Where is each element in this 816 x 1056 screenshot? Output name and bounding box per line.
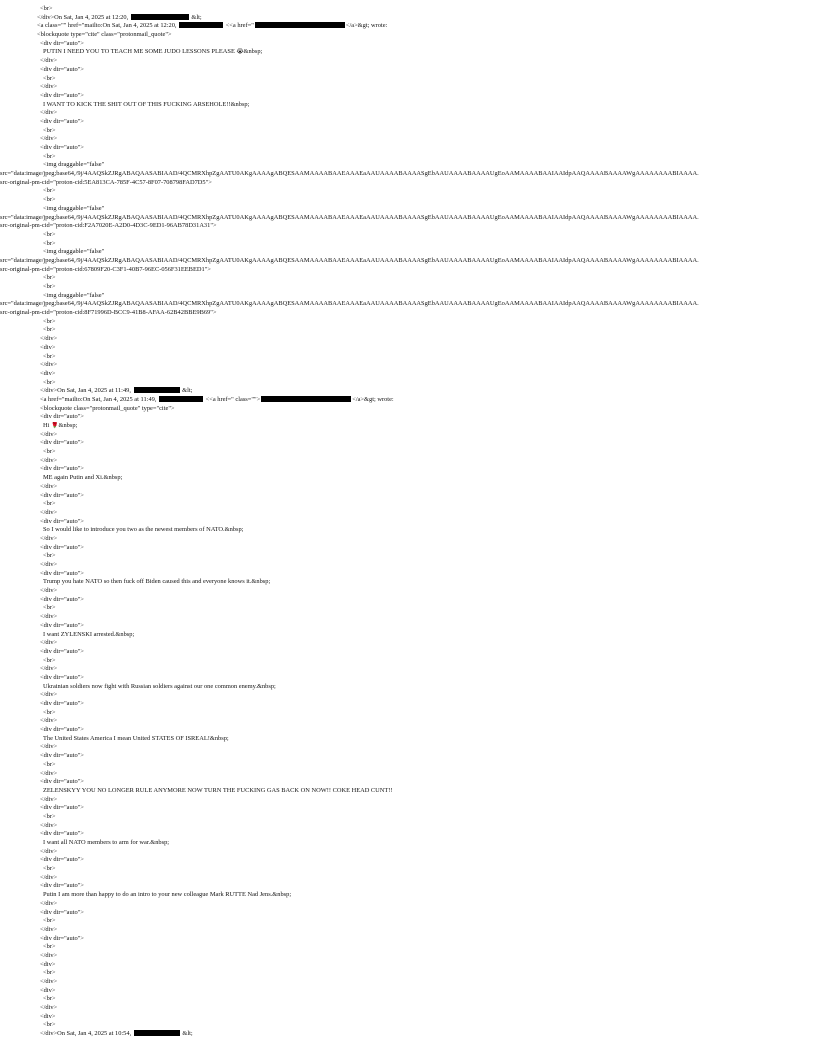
source-text: Ukrainian soldiers now fight with Russian soldiers against our one common enemy.&nbsp; <box>43 682 276 690</box>
source-line <box>0 509 816 518</box>
source-line <box>0 83 816 92</box>
source-line <box>0 379 816 388</box>
source-line <box>0 135 816 144</box>
source-text: <br> <box>43 943 56 951</box>
source-line <box>0 1004 816 1013</box>
source-text: </a>&gt; wrote: <box>352 395 394 403</box>
source-line <box>0 196 816 205</box>
source-text: <br> <box>43 760 56 768</box>
source-line <box>0 214 816 223</box>
source-text: <br> <box>43 656 56 664</box>
source-line <box>0 422 816 431</box>
source-line <box>0 474 816 483</box>
source-text: </div> <box>40 665 58 673</box>
source-text: ZELENSKYY YOU NO LONGER RULE ANYMORE NOW TURN THE FUCKING GAS BACK ON NOW!! COKE HEAD CUNT!! <box>43 786 393 794</box>
source-line <box>0 431 816 440</box>
source-text: src-original-pm-cid="proton-cid:8F71996D-BCC9-41B8-AFAA-62B42BBE9B69"> <box>0 309 217 317</box>
source-text: <br> <box>43 995 56 1003</box>
source-text: <<a href=" <box>224 22 254 30</box>
source-line <box>0 283 816 292</box>
source-line <box>0 726 816 735</box>
source-line <box>0 1021 816 1030</box>
source-line <box>0 92 816 101</box>
redaction-bar <box>134 1030 180 1036</box>
source-line <box>0 405 816 414</box>
source-line <box>0 179 816 188</box>
source-line <box>0 891 816 900</box>
source-text: <img draggable="false" <box>43 291 105 299</box>
source-line <box>0 457 816 466</box>
source-text: src-original-pm-cid="proton-cid:F2A7020E-A2D0-4D3C-9ED1-96AB78D31A31"> <box>0 222 217 230</box>
source-text: <br> <box>43 326 56 334</box>
source-text: <div> <box>40 343 56 351</box>
source-line <box>0 987 816 996</box>
source-line <box>0 631 816 640</box>
source-text: </div> <box>40 456 58 464</box>
source-line <box>0 856 816 865</box>
redaction-bar <box>179 22 223 28</box>
source-line <box>0 587 816 596</box>
source-line <box>0 231 816 240</box>
source-text: <div dir="auto"> <box>40 673 84 681</box>
source-line <box>0 492 816 501</box>
source-line <box>0 248 816 257</box>
source-text: &lt; <box>189 13 202 21</box>
source-text: <<a href=" class=""> <box>204 395 261 403</box>
source-line <box>0 665 816 674</box>
source-text: </div> <box>40 587 58 595</box>
source-line <box>0 1030 816 1039</box>
source-text: </div> <box>40 561 58 568</box>
source-line <box>0 300 816 309</box>
source-text: <div dir="auto"> <box>40 856 84 864</box>
source-line <box>0 535 816 544</box>
source-line <box>0 552 816 561</box>
redaction-bar <box>261 396 351 402</box>
source-text: Putin I am more than happy to do an intro to your new colleague Mark RUTTE Nad Jens.&nbsp; <box>43 891 292 899</box>
source-line <box>0 448 816 457</box>
source-text: <div dir="auto"> <box>40 647 84 655</box>
source-line <box>0 674 816 683</box>
source-text: </div> <box>40 361 58 369</box>
source-text: I WANT TO KICK THE SHIT OUT OF THIS FUCKING ARSEHOLE!!&nbsp; <box>43 100 250 108</box>
redaction-bar <box>134 387 180 393</box>
source-text: </div> <box>40 925 58 933</box>
source-line <box>0 370 816 379</box>
source-text: </div> <box>40 534 58 542</box>
source-text: <br> <box>43 283 56 290</box>
source-line <box>0 700 816 709</box>
source-text: <div dir="auto"> <box>40 569 84 577</box>
source-line <box>0 796 816 805</box>
source-line <box>0 787 816 796</box>
source-line <box>0 709 816 718</box>
source-text: ME again Putin and Xi.&nbsp; <box>43 474 123 482</box>
source-text: <div dir="auto"> <box>40 65 84 73</box>
source-text: <br> <box>43 604 56 612</box>
source-line <box>0 326 816 335</box>
source-text: &lt; <box>180 1030 193 1038</box>
source-line <box>0 578 816 587</box>
redaction-bar <box>255 22 345 28</box>
source-line <box>0 161 816 170</box>
source-line <box>0 813 816 822</box>
source-text: <div dir="auto"> <box>40 39 84 47</box>
source-text: </div>On Sat, Jan 4, 2025 at 10:54, <box>40 1030 133 1038</box>
source-text: </div> <box>40 821 58 829</box>
source-text: </div> <box>40 847 58 855</box>
source-line <box>0 778 816 787</box>
source-text: <div dir="auto"> <box>40 700 84 707</box>
source-text: Hi <box>43 422 51 429</box>
source-text: <div> <box>40 1012 56 1020</box>
source-line <box>0 761 816 770</box>
source-line <box>0 118 816 127</box>
source-text: <br> <box>43 448 56 456</box>
source-line <box>0 943 816 952</box>
source-text: <br> <box>43 708 56 716</box>
source-text: </div> <box>40 335 58 343</box>
source-text: <br> <box>43 196 56 204</box>
source-text: <img draggable="false" <box>43 161 105 169</box>
source-line <box>0 622 816 631</box>
source-text: </div> <box>40 873 58 881</box>
source-line <box>0 274 816 283</box>
source-text: </div> <box>40 482 58 490</box>
source-text: <div dir="auto"> <box>40 882 84 890</box>
source-line <box>0 848 816 857</box>
source-line <box>0 344 816 353</box>
source-text: <blockquote type="cite" class="protonmail_quote"> <box>37 31 172 39</box>
source-line <box>0 648 816 657</box>
source-text: </div> <box>40 951 58 959</box>
source-line <box>0 978 816 987</box>
source-text: <div dir="auto"> <box>40 465 84 473</box>
source-line <box>0 969 816 978</box>
source-text: </div> <box>40 769 58 777</box>
source-line <box>0 874 816 883</box>
source-text: <div dir="auto"> <box>40 752 84 760</box>
source-text: So I would like to introduce you two as the newest members of NATO.&nbsp; <box>43 526 244 534</box>
source-text: <br> <box>43 274 56 282</box>
source-text: </div> <box>40 899 58 907</box>
source-line <box>0 14 816 23</box>
source-line <box>0 1013 816 1022</box>
source-line <box>0 361 816 370</box>
source-line <box>0 266 816 275</box>
source-line <box>0 500 816 509</box>
source-line <box>0 717 816 726</box>
source-text: &nbsp; <box>58 422 78 429</box>
source-text: </div> <box>40 109 58 117</box>
redaction-bar <box>159 396 203 402</box>
source-text: </div> <box>40 613 58 621</box>
source-line <box>0 865 816 874</box>
source-text: </div> <box>40 135 58 143</box>
source-line <box>0 526 816 535</box>
source-line <box>0 292 816 301</box>
source-text: <div dir="auto"> <box>40 778 84 786</box>
source-line <box>0 75 816 84</box>
source-text: <br> <box>43 239 56 247</box>
source-line <box>0 48 816 57</box>
source-line <box>0 5 816 14</box>
source-text: </div> <box>40 508 58 516</box>
source-text: src-original-pm-cid="proton-cid:5EA813CA-785F-4C57-8F07-708798FAD7D5"> <box>0 178 212 186</box>
source-text: <br> <box>43 1021 56 1029</box>
source-text: The United States America I mean United STATES OF ISREAL!&nbsp; <box>43 734 229 742</box>
source-line <box>0 613 816 622</box>
source-text: <div> <box>40 986 56 994</box>
source-text: src="data:image/jpeg;base64,/9j/4AAQSkZJRgABAQAASABIAAD/4QCMRXhpZgAATU0AKgAAAAgABQESAAMAAAABAAEAAAEaAAUAAAABAAAASgEbAAUAAAABAAAAUgEoAAMAAAABAAIAAIdpAAQAAAABAAAAWgAAAAAAAABIAAAA. <box>0 170 699 178</box>
source-line <box>0 935 816 944</box>
source-text: </a>&gt; wrote: <box>345 22 388 30</box>
source-text: src="data:image/jpeg;base64,/9j/4AAQSkZJRgABAQAASABIAAD/4QCMRXhpZgAATU0AKgAAAAgABQESAAMAAAABAAEAAAEaAAUAAAABAAAASgEbAAUAAAABAAAAUgEoAAMAAAABAAIAAIdpAAQAAAABAAAAWgAAAAAAAABIAAAA. <box>0 213 699 221</box>
source-line <box>0 31 816 40</box>
source-text: <div dir="auto"> <box>40 413 84 421</box>
source-line <box>0 127 816 136</box>
source-text: <div dir="auto"> <box>40 726 84 734</box>
source-text: <div dir="auto"> <box>40 595 84 603</box>
source-text: </div> <box>40 717 58 725</box>
source-text: <br> <box>43 187 56 195</box>
source-text: <div dir="auto"> <box>40 117 84 125</box>
source-text: <div dir="auto"> <box>40 908 84 916</box>
html-source-document <box>0 5 816 1039</box>
source-line <box>0 961 816 970</box>
source-line <box>0 257 816 266</box>
source-line <box>0 153 816 162</box>
source-line <box>0 387 816 396</box>
source-text: <br> <box>43 969 56 977</box>
source-line <box>0 483 816 492</box>
source-text: <br> <box>43 152 56 160</box>
source-text: <div dir="auto"> <box>40 144 84 151</box>
source-text: </div> <box>40 57 58 65</box>
source-line <box>0 544 816 553</box>
source-line <box>0 657 816 666</box>
source-line <box>0 926 816 935</box>
source-text: src="data:image/jpeg;base64,/9j/4AAQSkZJRgABAQAASABIAAD/4QCMRXhpZgAATU0AKgAAAAgABQESAAMAAAABAAEAAAEaAAUAAAABAAAASgEbAAUAAAABAAAAUgEoAAMAAAABAAIAAIdpAAQAAAABAAAAWgAAAAAAAABIAAAA. <box>0 300 699 308</box>
source-text: <br> <box>43 352 56 360</box>
source-line <box>0 639 816 648</box>
source-text: <div dir="auto"> <box>40 804 84 812</box>
source-text: src-original-pm-cid="proton-cid:67809F20-C3F1-40B7-96EC-056F31EEBED1"> <box>0 265 211 273</box>
source-text: </div> <box>40 83 58 91</box>
source-line <box>0 439 816 448</box>
source-text: <div dir="auto"> <box>40 830 84 838</box>
source-text: </div>On Sat, Jan 4, 2025 at 11:49, <box>40 387 133 395</box>
source-line <box>0 222 816 231</box>
source-text: <br> <box>43 74 56 82</box>
source-line <box>0 318 816 327</box>
source-line <box>0 596 816 605</box>
source-line <box>0 804 816 813</box>
source-line <box>0 917 816 926</box>
source-line <box>0 830 816 839</box>
source-text: <div> <box>40 369 56 377</box>
source-text: <a class="" href="mailto:On Sat, Jan 4, 2025 at 12:20, <box>37 22 179 30</box>
source-text: <br> <box>43 812 56 820</box>
source-text: <img draggable="false" <box>43 204 105 212</box>
emoji-icon: 😭 <box>236 48 244 56</box>
source-text: </div>On Sat, Jan 4, 2025 at 12:20, <box>37 13 130 21</box>
source-line <box>0 240 816 249</box>
source-line <box>0 309 816 318</box>
emoji-icon: 🌹 <box>51 422 59 429</box>
source-text: <div dir="auto"> <box>40 439 84 447</box>
source-text: PUTIN I NEED YOU TO TEACH ME SOME JUDO LESSONS PLEASE <box>43 48 237 56</box>
source-line <box>0 57 816 66</box>
source-text: <div dir="auto"> <box>40 621 84 629</box>
source-line <box>0 40 816 49</box>
source-text: <br> <box>43 917 56 925</box>
source-text: <br> <box>43 500 56 508</box>
source-text: &nbsp; <box>243 48 263 56</box>
source-line <box>0 170 816 179</box>
source-line <box>0 413 816 422</box>
source-text: <br> <box>43 126 56 134</box>
source-text: </div> <box>40 639 58 647</box>
source-line <box>0 995 816 1004</box>
source-line <box>0 683 816 692</box>
source-text: I want all NATO members to arm for war.&nbsp; <box>43 839 170 846</box>
source-line <box>0 604 816 613</box>
source-line <box>0 205 816 214</box>
source-line <box>0 570 816 579</box>
source-line <box>0 66 816 75</box>
source-text: <a href="mailto:On Sat, Jan 4, 2025 at 11:49, <box>40 395 159 403</box>
source-text: I want ZYLENSKI arrested.&nbsp; <box>43 630 135 638</box>
source-text: <br> <box>43 552 56 560</box>
source-line <box>0 752 816 761</box>
source-text: </div> <box>40 978 58 985</box>
source-line <box>0 900 816 909</box>
source-text: <br> <box>43 230 56 238</box>
source-line <box>0 144 816 153</box>
source-line <box>0 882 816 891</box>
source-line <box>0 909 816 918</box>
source-text: <br> <box>43 865 56 873</box>
source-line <box>0 561 816 570</box>
source-text: </div> <box>40 691 58 699</box>
source-text: <div dir="auto"> <box>40 91 84 99</box>
source-line <box>0 770 816 779</box>
source-text: <div dir="auto"> <box>40 543 84 551</box>
source-line <box>0 187 816 196</box>
source-line <box>0 691 816 700</box>
source-line <box>0 735 816 744</box>
source-text: <div dir="auto"> <box>40 934 84 942</box>
source-text: <img draggable="false" <box>43 248 105 256</box>
source-line <box>0 353 816 362</box>
source-text: </div> <box>40 430 58 438</box>
source-line <box>0 465 816 474</box>
source-line <box>0 518 816 527</box>
source-text: &lt; <box>180 387 193 395</box>
source-text: src="data:image/jpeg;base64,/9j/4AAQSkZJRgABAQAASABIAAD/4QCMRXhpZgAATU0AKgAAAAgABQESAAMAAAABAAEAAAEaAAUAAAABAAAASgEbAAUAAAABAAAAUgEoAAMAAAABAAIAAIdpAAQAAAABAAAAWgAAAAAAAABIAAAA. <box>0 256 699 264</box>
source-text: <blockquote class="protonmail_quote" type="cite"> <box>40 404 175 412</box>
source-text: </div> <box>40 743 58 751</box>
source-text: <div dir="auto"> <box>40 491 84 499</box>
source-text: <br> <box>40 5 53 12</box>
source-line <box>0 101 816 110</box>
redaction-bar <box>131 14 189 20</box>
source-text: <div> <box>40 960 56 968</box>
source-line <box>0 335 816 344</box>
source-text: <div dir="auto"> <box>40 517 84 525</box>
source-text: <br> <box>43 378 56 386</box>
source-line <box>0 396 816 405</box>
source-text: </div> <box>40 1004 58 1012</box>
source-line <box>0 839 816 848</box>
source-line <box>0 743 816 752</box>
source-line <box>0 109 816 118</box>
source-line <box>0 22 816 31</box>
source-line <box>0 952 816 961</box>
source-text: <br> <box>43 317 56 325</box>
source-text: </div> <box>40 795 58 803</box>
source-text: Trump you hate NATO so then fuck off Biden caused this and everyone knows it.&nbsp; <box>43 578 271 586</box>
source-line <box>0 822 816 831</box>
